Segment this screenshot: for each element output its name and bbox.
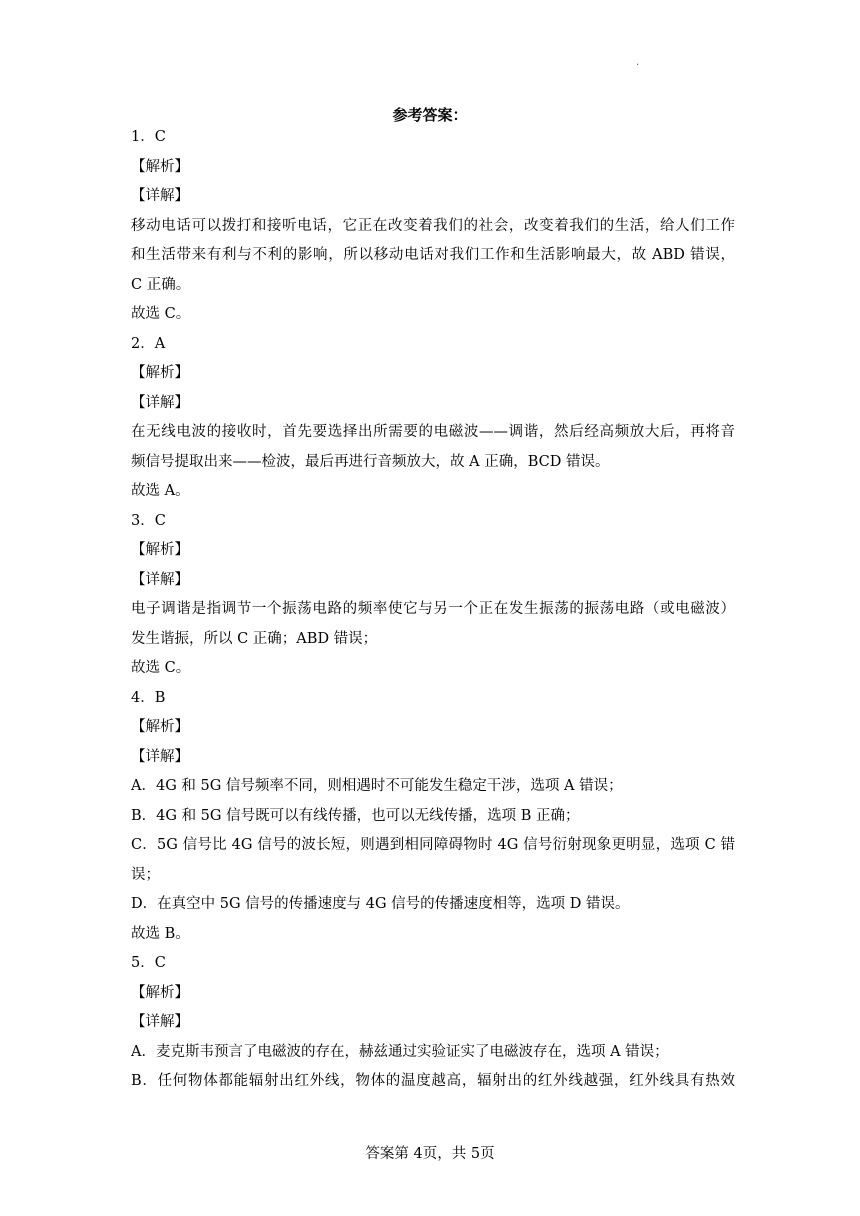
- text-line: 在无线电波的接收时，首先要选择出所需要的电磁波——调谐，然后经高频放大后，再将音: [131, 424, 735, 440]
- text-line: 【解析】: [131, 365, 189, 381]
- text-line: 故选 C。: [131, 660, 191, 676]
- text-line: 发生谐振，所以 C 正确；ABD 错误；: [131, 630, 378, 647]
- text-line: D．在真空中 5G 信号的传播速度与 4G 信号的传播速度相等，选项 D 错误。: [131, 896, 630, 912]
- text-line: A．麦克斯韦预言了电磁波的存在，赫兹通过实验证实了电磁波存在，选项 A 错误；: [131, 1043, 669, 1060]
- text-line: 【详解】: [131, 188, 189, 204]
- text-line: 和生活带来有利与不利的影响，所以移动电话对我们工作和生活影响最大，故 ABD 错误，: [131, 247, 735, 263]
- header-dot: .: [636, 57, 640, 68]
- text-line: 3．C: [131, 512, 166, 529]
- text-line: 【详解】: [131, 394, 189, 411]
- text-line: 移动电话可以拨打和接听电话，它正在改变着我们的社会，改变着我们的生活，给人们工作: [131, 217, 735, 234]
- page-title: 参考答案：: [392, 106, 468, 124]
- text-line: 【解析】: [131, 984, 189, 1001]
- page-footer: 答案第 4页，共 5页: [365, 1146, 495, 1162]
- text-line: 误；: [131, 866, 160, 883]
- text-line: 【详解】: [131, 1014, 189, 1030]
- text-line: 4．B: [131, 689, 166, 706]
- text-line: B．任何物体都能辐射出红外线，物体的温度越高，辐射出的红外线越强，红外线具有热效: [131, 1073, 735, 1089]
- text-line: 频信号提取出来——检波，最后再进行音频放大，故 A 正确，BCD 错误。: [131, 453, 610, 470]
- text-line: 5．C: [131, 955, 166, 971]
- text-line: 【解析】: [131, 719, 189, 735]
- text-line: C 正确。: [131, 276, 191, 293]
- text-line: 电子调谐是指调节一个振荡电路的频率使它与另一个正在发生振荡的振荡电路（或电磁波）: [131, 601, 735, 617]
- text-line: 【解析】: [131, 158, 189, 175]
- text-line: 【解析】: [131, 542, 189, 558]
- text-line: 2．A: [131, 335, 166, 352]
- text-line: 1．C: [131, 129, 166, 145]
- text-line: 故选 A。: [131, 483, 190, 499]
- text-line: C．5G 信号比 4G 信号的波长短，则遇到相同障碍物时 4G 信号衍射现象更明显，选项 C 错: [131, 837, 735, 853]
- text-line: B．4G 和 5G 信号既可以有线传播，也可以无线传播，选项 B 正确；: [131, 807, 580, 824]
- text-line: 故选 B。: [131, 925, 190, 942]
- text-line: A．4G 和 5G 信号频率不同，则相遇时不可能发生稳定干涉，选项 A 错误；: [131, 778, 623, 794]
- text-line: 【详解】: [131, 571, 189, 588]
- text-line: 【详解】: [131, 748, 189, 765]
- text-line: 故选 C。: [131, 306, 191, 322]
- answer-content: [131, 123, 735, 1097]
